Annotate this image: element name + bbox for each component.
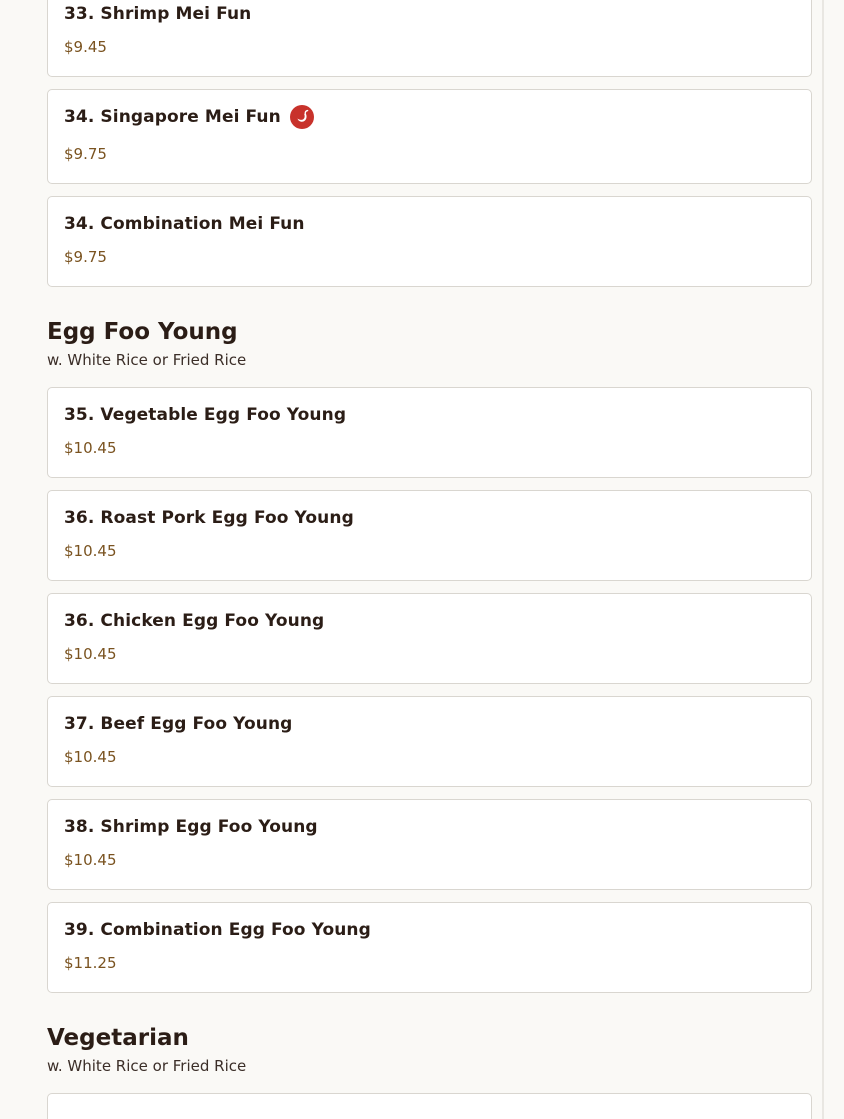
menu-item-price: $9.45 <box>64 38 107 56</box>
menu-item-name: 36. Roast Pork Egg Foo Young <box>64 508 354 528</box>
menu-item-price: $11.25 <box>64 954 117 972</box>
menu-item-price: $10.45 <box>64 645 117 663</box>
menu-item-card[interactable] <box>47 799 812 890</box>
menu-item-card[interactable] <box>47 0 812 77</box>
menu-list <box>47 0 812 1119</box>
section-header-vegetarian <box>47 1023 812 1075</box>
menu-item-name: 37. Beef Egg Foo Young <box>64 714 293 734</box>
menu-item-card[interactable] <box>47 387 812 478</box>
section-header-egg-foo-young <box>47 317 812 369</box>
section-subtitle: w. White Rice or Fried Rice <box>47 1057 247 1075</box>
menu-item-card[interactable] <box>47 196 812 287</box>
menu-item-name: 34. Combination Mei Fun <box>64 214 305 234</box>
menu-item-card[interactable] <box>47 490 812 581</box>
section-title: Egg Foo Young <box>47 319 238 345</box>
menu-item-card[interactable] <box>47 902 812 993</box>
menu-item-name: 39. Combination Egg Foo Young <box>64 920 371 940</box>
menu-item-card[interactable] <box>47 696 812 787</box>
section-title: Vegetarian <box>47 1025 189 1051</box>
page-divider <box>822 0 824 1119</box>
menu-item-card[interactable] <box>47 89 812 184</box>
menu-item-price: $10.45 <box>64 439 117 457</box>
menu-item-price: $9.75 <box>64 145 107 163</box>
chili-pepper-icon <box>290 105 314 129</box>
menu-item-name: 34. Singapore Mei Fun <box>64 107 281 127</box>
menu-item-name: 33. Shrimp Mei Fun <box>64 4 252 24</box>
menu-item-price: $10.45 <box>64 748 117 766</box>
section-subtitle: w. White Rice or Fried Rice <box>47 351 247 369</box>
menu-item-price: $9.75 <box>64 248 107 266</box>
menu-item-name: 36. Chicken Egg Foo Young <box>64 611 325 631</box>
menu-item-card[interactable] <box>47 593 812 684</box>
menu-item-name: 38. Shrimp Egg Foo Young <box>64 817 318 837</box>
menu-item-price: $10.45 <box>64 851 117 869</box>
menu-item-name: 35. Vegetable Egg Foo Young <box>64 405 347 425</box>
menu-item-price: $10.45 <box>64 542 117 560</box>
menu-item-card[interactable] <box>47 1093 812 1119</box>
